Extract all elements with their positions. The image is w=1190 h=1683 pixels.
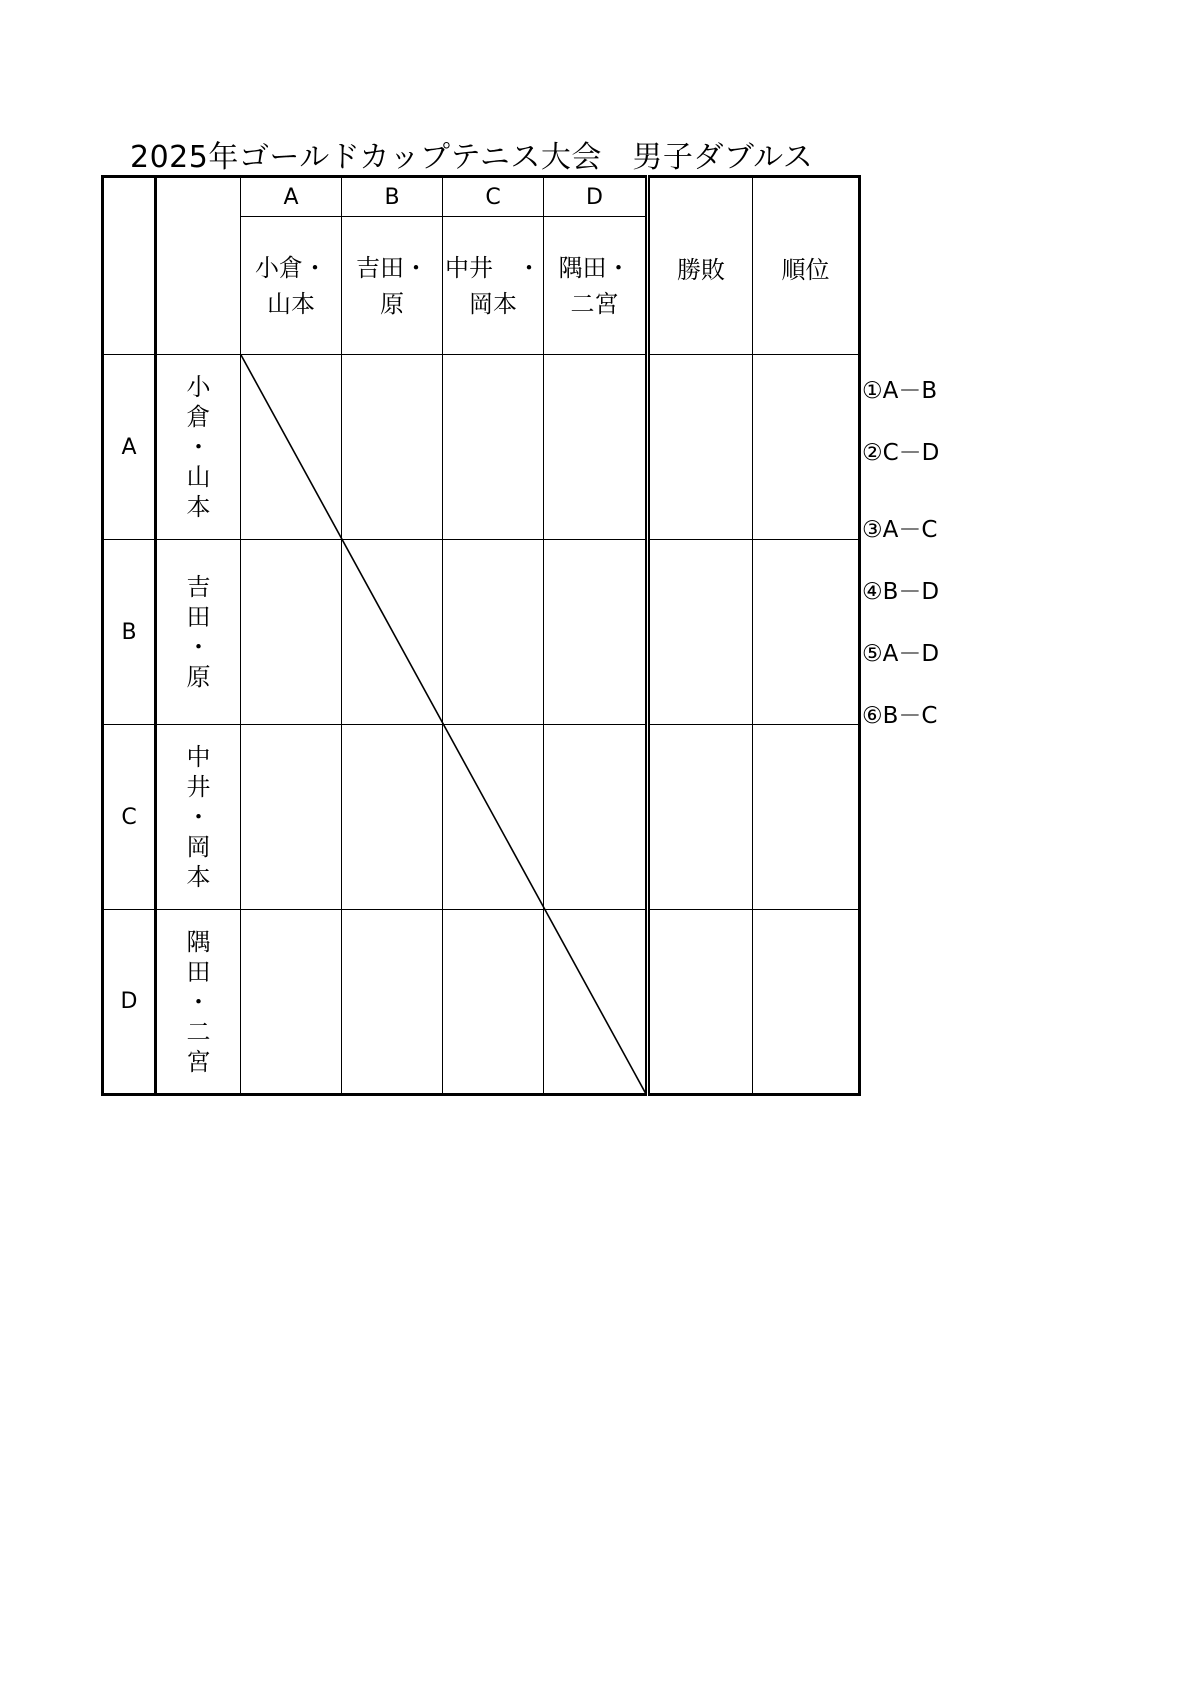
schedule-item: ⑥B－C — [862, 703, 938, 729]
rank-cell[interactable] — [753, 355, 860, 540]
result-cell[interactable] — [648, 910, 753, 1095]
score-cell — [443, 725, 544, 910]
col-letter-c: C — [443, 177, 544, 217]
score-cell[interactable] — [241, 540, 342, 725]
score-cell[interactable] — [443, 540, 544, 725]
row-name-b: 吉 田 ・ 原 — [156, 540, 241, 725]
round-robin-table — [101, 175, 861, 1096]
schedule-item: ⑤A－D — [862, 641, 940, 667]
score-cell[interactable] — [342, 910, 443, 1095]
col-letter-b: B — [342, 177, 443, 217]
score-cell — [544, 910, 648, 1095]
row-letter-a: A — [103, 355, 156, 540]
col-name-b: 吉田・ 原 — [342, 217, 443, 355]
score-cell — [342, 540, 443, 725]
row-letter-c: C — [103, 725, 156, 910]
score-cell[interactable] — [241, 725, 342, 910]
row-letter-b: B — [103, 540, 156, 725]
score-cell[interactable] — [544, 540, 648, 725]
result-header: 勝敗 — [648, 177, 753, 355]
rank-cell[interactable] — [753, 540, 860, 725]
score-cell[interactable] — [544, 725, 648, 910]
corner-cell — [103, 177, 156, 355]
row-name-a: 小 倉 ・ 山 本 — [156, 355, 241, 540]
score-cell[interactable] — [544, 355, 648, 540]
corner-name-cell — [156, 177, 241, 355]
col-name-a: 小倉・ 山本 — [241, 217, 342, 355]
page-title: 2025年ゴールドカップテニス大会 男子ダブルス — [130, 140, 814, 175]
rank-header: 順位 — [753, 177, 860, 355]
score-cell[interactable] — [241, 910, 342, 1095]
score-cell[interactable] — [342, 355, 443, 540]
schedule-item: ①A－B — [862, 378, 938, 404]
col-letter-d: D — [544, 177, 648, 217]
score-cell[interactable] — [443, 910, 544, 1095]
result-cell[interactable] — [648, 540, 753, 725]
result-cell[interactable] — [648, 725, 753, 910]
score-cell[interactable] — [443, 355, 544, 540]
col-name-d: 隅田・ 二宮 — [544, 217, 648, 355]
result-cell[interactable] — [648, 355, 753, 540]
schedule-item: ④B－D — [862, 579, 940, 605]
row-name-d: 隅 田 ・ 二 宮 — [156, 910, 241, 1095]
row-letter-d: D — [103, 910, 156, 1095]
col-name-c: 中井 ・ 岡本 — [443, 217, 544, 355]
rank-cell[interactable] — [753, 910, 860, 1095]
col-letter-a: A — [241, 177, 342, 217]
schedule-item: ③A－C — [862, 517, 938, 543]
schedule-item: ②C－D — [862, 440, 940, 466]
score-cell — [241, 355, 342, 540]
row-name-c: 中 井 ・ 岡 本 — [156, 725, 241, 910]
rank-cell[interactable] — [753, 725, 860, 910]
score-cell[interactable] — [342, 725, 443, 910]
